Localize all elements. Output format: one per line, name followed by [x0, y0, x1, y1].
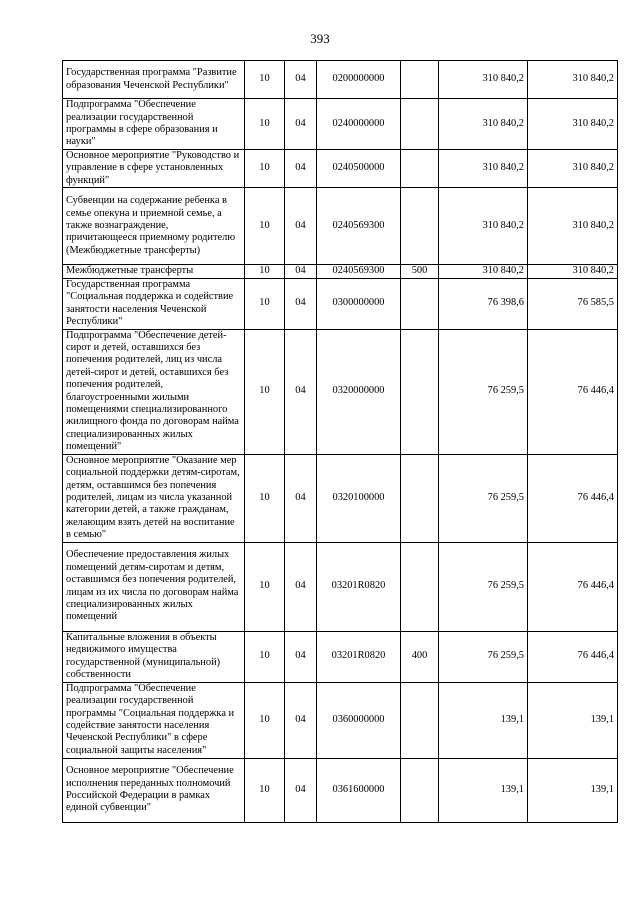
table-row	[63, 758, 618, 822]
row-name: Государственная программа "Социальная поддержка и содействие занятости населения Чеченской Республики"	[63, 278, 245, 329]
budget-table	[62, 60, 618, 823]
row-amount-2: 310 840,2	[528, 61, 618, 99]
row-chapter: 10	[245, 682, 285, 758]
row-target-article: 03201R0820	[317, 631, 401, 682]
row-amount-2: 310 840,2	[528, 150, 618, 188]
row-amount-1: 76 259,5	[439, 631, 528, 682]
row-subsection: 04	[285, 329, 317, 454]
table-row	[63, 631, 618, 682]
row-expense-type	[401, 150, 439, 188]
row-amount-2: 76 446,4	[528, 329, 618, 454]
row-amount-2: 76 585,5	[528, 278, 618, 329]
row-amount-2: 310 840,2	[528, 265, 618, 278]
row-target-article: 0320100000	[317, 454, 401, 542]
row-name: Государственная программа "Развитие образования Чеченской Республики"	[63, 61, 245, 99]
row-amount-2: 76 446,4	[528, 631, 618, 682]
row-subsection: 04	[285, 265, 317, 278]
table-row	[63, 329, 618, 454]
row-chapter: 10	[245, 631, 285, 682]
table-row	[63, 99, 618, 150]
table-row	[63, 454, 618, 542]
table-row	[63, 150, 618, 188]
row-amount-1: 76 398,6	[439, 278, 528, 329]
row-subsection: 04	[285, 278, 317, 329]
row-subsection: 04	[285, 758, 317, 822]
row-expense-type	[401, 758, 439, 822]
row-expense-type	[401, 454, 439, 542]
row-target-article: 03201R0820	[317, 542, 401, 631]
row-chapter: 10	[245, 265, 285, 278]
row-name: Основное мероприятие "Обеспечение исполнения переданных полномочий Российской Федерации в рамках единой субвенции"	[63, 758, 245, 822]
row-amount-2: 139,1	[528, 682, 618, 758]
row-chapter: 10	[245, 329, 285, 454]
row-name: Подпрограмма "Обеспечение детей-сирот и детей, оставшихся без попечения родителей, лиц из числа детей-сирот и детей, оставшихся без попечения родителей, благоустроенными жилыми помещениями специализированного жилищного фонда по договорам найма специализированных жилых помещений"	[63, 329, 245, 454]
row-subsection: 04	[285, 542, 317, 631]
row-chapter: 10	[245, 454, 285, 542]
row-target-article: 0240500000	[317, 150, 401, 188]
row-amount-2: 310 840,2	[528, 188, 618, 265]
row-expense-type	[401, 188, 439, 265]
row-name: Подпрограмма "Обеспечение реализации государственной программы "Социальная поддержка и содействие занятости населения Чеченской Республики" в сфере социальной защиты населения"	[63, 682, 245, 758]
row-expense-type	[401, 329, 439, 454]
row-name: Подпрограмма "Обеспечение реализации государственной программы в сфере образования и науки"	[63, 99, 245, 150]
row-amount-1: 76 259,5	[439, 542, 528, 631]
table-row	[63, 542, 618, 631]
row-amount-1: 310 840,2	[439, 265, 528, 278]
row-target-article: 0300000000	[317, 278, 401, 329]
row-subsection: 04	[285, 99, 317, 150]
row-chapter: 10	[245, 99, 285, 150]
table-row	[63, 188, 618, 265]
row-name: Межбюджетные трансферты	[63, 265, 245, 278]
row-amount-1: 310 840,2	[439, 61, 528, 99]
row-name: Основное мероприятие "Оказание мер социальной поддержки детям-сиротам, детям, оставшимся без попечения родителей, лицам из числа указанной категории детей, а также гражданам, желающим взять детей на воспитание в семью"	[63, 454, 245, 542]
table-row	[63, 265, 618, 278]
row-amount-1: 139,1	[439, 758, 528, 822]
row-target-article: 0320000000	[317, 329, 401, 454]
table-row	[63, 61, 618, 99]
row-chapter: 10	[245, 278, 285, 329]
row-chapter: 10	[245, 61, 285, 99]
row-subsection: 04	[285, 631, 317, 682]
row-target-article: 0240000000	[317, 99, 401, 150]
row-expense-type	[401, 99, 439, 150]
row-expense-type	[401, 61, 439, 99]
row-amount-1: 310 840,2	[439, 150, 528, 188]
row-target-article: 0360000000	[317, 682, 401, 758]
row-subsection: 04	[285, 188, 317, 265]
row-target-article: 0240569300	[317, 265, 401, 278]
row-expense-type	[401, 682, 439, 758]
row-expense-type: 400	[401, 631, 439, 682]
row-target-article: 0361600000	[317, 758, 401, 822]
row-amount-1: 139,1	[439, 682, 528, 758]
row-chapter: 10	[245, 150, 285, 188]
row-name: Основное мероприятие "Руководство и управление в сфере установленных функций"	[63, 150, 245, 188]
row-subsection: 04	[285, 150, 317, 188]
row-amount-2: 310 840,2	[528, 99, 618, 150]
row-expense-type	[401, 278, 439, 329]
row-target-article: 0240569300	[317, 188, 401, 265]
row-name: Капитальные вложения в объекты недвижимого имущества государственной (муниципальной) собственности	[63, 631, 245, 682]
row-amount-2: 139,1	[528, 758, 618, 822]
row-expense-type	[401, 542, 439, 631]
row-amount-1: 310 840,2	[439, 188, 528, 265]
row-amount-1: 76 259,5	[439, 329, 528, 454]
table-body	[63, 61, 618, 823]
row-amount-2: 76 446,4	[528, 542, 618, 631]
table-row	[63, 278, 618, 329]
row-chapter: 10	[245, 758, 285, 822]
row-subsection: 04	[285, 682, 317, 758]
row-name: Субвенции на содержание ребенка в семье опекуна и приемной семье, а также вознаграждение, причитающееся приемному родителю (Межбюджетные трансферты)	[63, 188, 245, 265]
row-chapter: 10	[245, 542, 285, 631]
table-row	[63, 682, 618, 758]
row-subsection: 04	[285, 454, 317, 542]
row-target-article: 0200000000	[317, 61, 401, 99]
page-number: 393	[310, 31, 330, 46]
row-name: Обеспечение предоставления жилых помещений детям-сиротам и детям, оставшимся без попечения родителей, лицам из их числа по договорам найма специализированных жилых помещений	[63, 542, 245, 631]
row-amount-2: 76 446,4	[528, 454, 618, 542]
row-amount-1: 76 259,5	[439, 454, 528, 542]
row-chapter: 10	[245, 188, 285, 265]
row-amount-1: 310 840,2	[439, 99, 528, 150]
row-expense-type: 500	[401, 265, 439, 278]
row-subsection: 04	[285, 61, 317, 99]
